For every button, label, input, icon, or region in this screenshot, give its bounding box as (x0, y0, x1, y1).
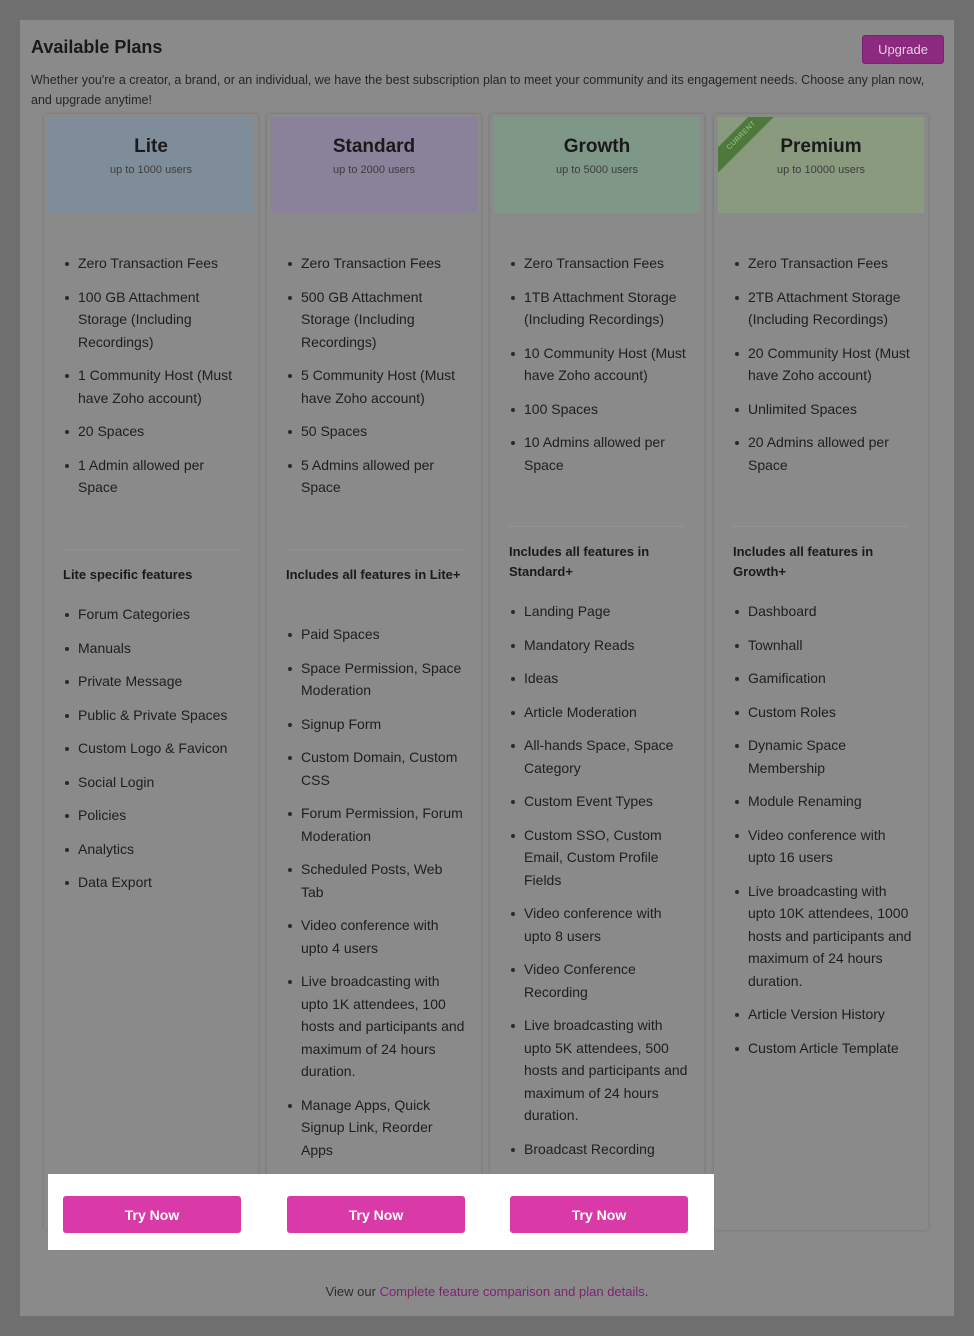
list-item: Live broadcasting with upto 5K attendees, 500 hosts and participants and maximum of 24 hours duration. (490, 1014, 704, 1127)
list-item: Module Renaming (714, 790, 928, 813)
list-item: 500 GB Attachment Storage (Including Recordings) (267, 286, 481, 354)
list-item: 20 Community Host (Must have Zoho account) (714, 342, 928, 387)
list-item: Forum Permission, Forum Moderation (267, 802, 481, 847)
plan-extra-list (267, 623, 481, 1172)
plan-card-premium (714, 114, 928, 1230)
list-item: Data Export (44, 871, 258, 894)
footer-prefix: View our (325, 1284, 380, 1299)
list-item: 10 Admins allowed per Space (490, 431, 704, 476)
plan-header-premium (718, 117, 924, 213)
plan-extra-list (490, 600, 704, 1171)
section-title: Includes all features in Growth+ (733, 544, 874, 579)
list-item: Article Version History (714, 1003, 928, 1026)
list-item: Article Moderation (490, 701, 704, 724)
list-item: Zero Transaction Fees (267, 252, 481, 275)
list-item: All-hands Space, Space Category (490, 734, 704, 779)
list-item: 1 Admin allowed per Space (44, 454, 258, 499)
list-item: Analytics (44, 838, 258, 861)
list-item: Zero Transaction Fees (490, 252, 704, 275)
section-title: Lite specific features (63, 567, 193, 582)
list-item: 5 Admins allowed per Space (267, 454, 481, 499)
list-item: Policies (44, 804, 258, 827)
page-description: Whether you're a creator, a brand, or an individual, we have the best subscription plan to meet your community and its engagement needs. Choose any plan now, and upgrade anytime! (31, 73, 925, 107)
list-item: Video Conference Recording (490, 958, 704, 1003)
section-title: Includes all features in Lite+ (286, 567, 461, 582)
list-item: 5 Community Host (Must have Zoho account) (267, 364, 481, 409)
try-now-button-growth[interactable]: Try Now (510, 1196, 688, 1233)
plan-user-limit: up to 10000 users (776, 164, 866, 176)
list-item: 1TB Attachment Storage (Including Recordings) (490, 286, 704, 331)
list-item: Video conference with upto 8 users (490, 902, 704, 947)
list-item: Paid Spaces (267, 623, 481, 646)
plan-card-lite (44, 114, 258, 1230)
plan-card-standard (267, 114, 481, 1230)
list-item: Zero Transaction Fees (714, 252, 928, 275)
list-item: Space Permission, Space Moderation (267, 657, 481, 702)
divider (286, 549, 462, 550)
plan-name: Lite (134, 136, 168, 157)
list-item: Mandatory Reads (490, 634, 704, 657)
plan-header-standard (271, 117, 477, 213)
list-item: Townhall (714, 634, 928, 657)
list-item: 10 Community Host (Must have Zoho account) (490, 342, 704, 387)
list-item: Custom Event Types (490, 790, 704, 813)
plan-extra-list (44, 603, 258, 905)
divider (733, 526, 909, 527)
list-item: 1 Community Host (Must have Zoho account) (44, 364, 258, 409)
list-item: Zero Transaction Fees (44, 252, 258, 275)
plan-card-growth (490, 114, 704, 1230)
section-title: Includes all features in Standard+ (509, 544, 650, 579)
list-item: Broadcast Recording (490, 1138, 704, 1161)
plan-name: Standard (332, 136, 416, 157)
list-item: Custom Roles (714, 701, 928, 724)
list-item: Gamification (714, 667, 928, 690)
try-now-button-lite[interactable]: Try Now (63, 1196, 241, 1233)
list-item: 50 Spaces (267, 420, 481, 443)
plan-name: Growth (563, 136, 631, 157)
list-item: Unlimited Spaces (714, 398, 928, 421)
list-item: Live broadcasting with upto 10K attendees, 1000 hosts and participants and maximum of 24 hours duration. (714, 880, 928, 993)
list-item: 20 Admins allowed per Space (714, 431, 928, 476)
list-item: Video conference with upto 4 users (267, 914, 481, 959)
list-item: Forum Categories (44, 603, 258, 626)
plan-feature-list (714, 252, 928, 487)
plan-user-limit: up to 1000 users (110, 164, 192, 176)
upgrade-button[interactable]: Upgrade (862, 35, 944, 64)
current-plan-ribbon: CURRENT (718, 117, 782, 176)
list-item: 2TB Attachment Storage (Including Recordings) (714, 286, 928, 331)
list-item: Manage Apps, Quick Signup Link, Reorder Apps (267, 1094, 481, 1162)
list-item: Custom Logo & Favicon (44, 737, 258, 760)
list-item: Public & Private Spaces (44, 704, 258, 727)
plan-feature-list (44, 252, 258, 510)
footer-suffix: . (644, 1284, 649, 1299)
plan-extra-list (714, 600, 928, 1070)
divider (63, 549, 239, 550)
plan-header-lite (48, 117, 254, 213)
list-item: Dynamic Space Membership (714, 734, 928, 779)
list-item: Private Message (44, 670, 258, 693)
list-item: Custom Article Template (714, 1037, 928, 1060)
list-item: Landing Page (490, 600, 704, 623)
list-item: Video conference with upto 16 users (714, 824, 928, 869)
list-item: 100 Spaces (490, 398, 704, 421)
plan-user-limit: up to 5000 users (556, 164, 638, 176)
plan-feature-list (490, 252, 704, 487)
list-item: Custom SSO, Custom Email, Custom Profile Fields (490, 824, 704, 892)
list-item: Social Login (44, 771, 258, 794)
list-item: Custom Domain, Custom CSS (267, 746, 481, 791)
plan-user-limit: up to 2000 users (333, 164, 415, 176)
try-now-button-standard[interactable]: Try Now (287, 1196, 465, 1233)
plan-header-growth (494, 117, 700, 213)
list-item: 20 Spaces (44, 420, 258, 443)
plan-feature-list (267, 252, 481, 510)
plan-name: Premium (780, 136, 862, 157)
list-item: Ideas (490, 667, 704, 690)
page-title: Available Plans (31, 37, 163, 57)
list-item: Scheduled Posts, Web Tab (267, 858, 481, 903)
footer (0, 1284, 974, 1299)
list-item: Manuals (44, 637, 258, 660)
list-item: Dashboard (714, 600, 928, 623)
list-item: Live broadcasting with upto 1K attendees, 100 hosts and participants and maximum of 24 hours duration. (267, 970, 481, 1083)
list-item: 100 GB Attachment Storage (Including Recordings) (44, 286, 258, 354)
divider (509, 526, 685, 527)
list-item: Signup Form (267, 713, 481, 736)
feature-comparison-link[interactable]: Complete feature comparison and plan details (379, 1284, 645, 1299)
